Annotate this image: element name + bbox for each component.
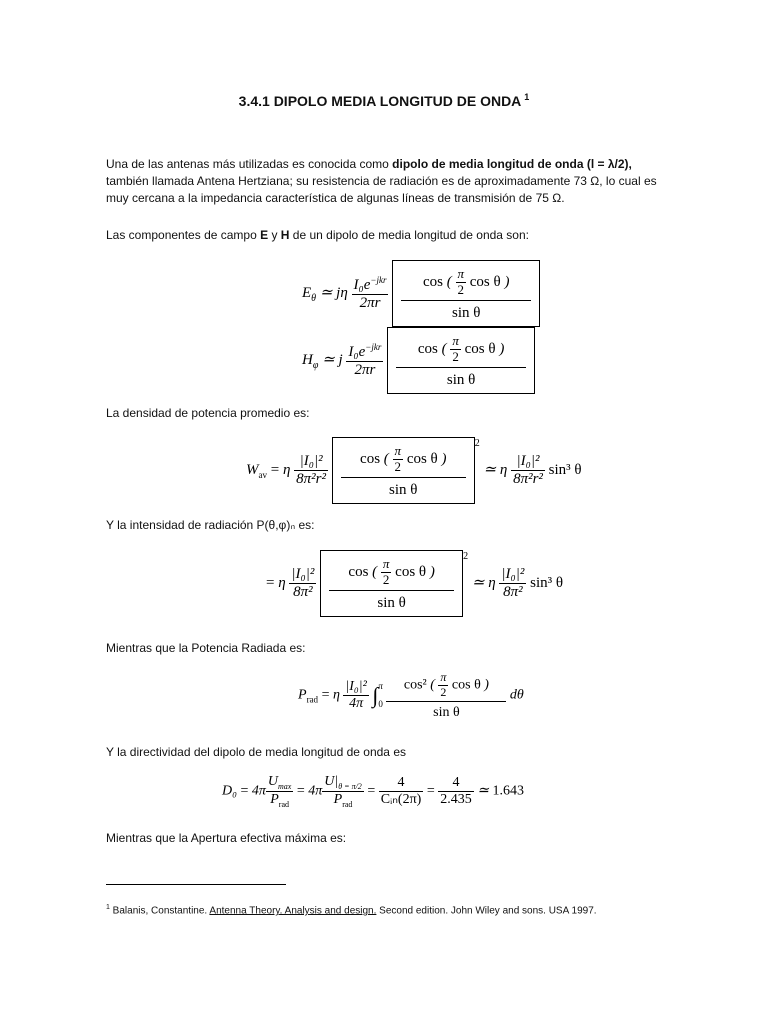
equation-directivity: D₀ = 4π $\frac{U_{max}}{P_{rad}}$ = 4π $\frac{U|_{\theta = \pi/2}}{P_{rad}}$ = $\frac{4}{\text{Cᵢₙ(2π)}}$ = $\frac{4}{2.435}$ ≃ 1.643 <box>222 774 524 809</box>
equation-h-field: $H_\varphi$ ≃ j $\frac{I_0e^{-jkr}}{2\pi r}$ cos ( $\frac{\pi}{2}$ cos θ ) sin θ <box>302 327 535 394</box>
equation-radiation-intensity: = η $\frac{\text{|I₀|²}}{\text{8π²}}$ cos ( $\frac{\pi}{2}$ cos θ ) sin θ $^2$ ≃ η $\frac{\text{|I₀|²}}{\text{8π²}}$ sin³ θ <box>266 550 563 617</box>
components-mid: y <box>268 228 281 242</box>
components-text-1: Las componentes de campo <box>106 228 261 242</box>
footnote-mark: 1 <box>106 904 110 911</box>
section-title-text: 3.4.1 DIPOLO MEDIA LONGITUD DE ONDA <box>238 93 522 109</box>
components-e: E <box>260 228 269 242</box>
section-title <box>0 92 768 109</box>
power-density-label: La densidad de potencia promedio es: <box>106 406 310 420</box>
footnote <box>106 904 597 916</box>
footnote-author: Balanis, Constantine. <box>109 905 210 917</box>
radiation-intensity-label: Y la intensidad de radiación P(θ,φ)ₙ es: <box>106 518 315 532</box>
footnote-book-title: Antenna Theory. Analysis and design. <box>209 905 377 917</box>
equation-radiated-power: $P_{rad} = \eta$ $\frac{\text{|I₀|²}}{4\pi}$ ∫ π 0 cos² ( $\frac{\pi}{2}$ cos θ ) sin θ dθ <box>298 670 524 720</box>
directivity-label: Y la directividad del dipolo de media longitud de onda es <box>106 745 406 759</box>
components-sentence <box>106 227 529 244</box>
footnote-ref: 1 <box>524 92 530 102</box>
aperture-label: Mientras que la Apertura efectiva máxima es: <box>106 831 347 845</box>
components-h: H <box>280 228 290 242</box>
intro-paragraph <box>106 156 666 207</box>
footnote-divider <box>106 884 286 885</box>
radiated-power-label: Mientras que la Potencia Radiada es: <box>106 641 306 655</box>
components-text-2: de un dipolo de media longitud de onda son: <box>289 228 529 242</box>
equation-power-density: $W_{av} = \eta$ $\frac{\text{|I₀|²}}{\text{8π²r²}}$ cos ( $\frac{\pi}{2}$ cos θ ) sin θ $^2$ ≃ η $\frac{\text{|I₀|²}}{\text{8π²r²}}$ sin³ θ <box>246 437 582 504</box>
intro-bold: dipolo de media longitud de onda (l = λ/2), <box>392 157 632 171</box>
equation-e-field: $E_\theta$ ≃ jη $\frac{I_0e^{-jkr}}{2\pi r}$ cos ( $\frac{\pi}{2}$ cos θ ) sin θ <box>302 260 540 327</box>
footnote-publication: Second edition. John Wiley and sons. USA 1997. <box>376 905 597 917</box>
intro-text-2: también llamada Antena Hertziana; su resistencia de radiación es de aproximadamente 73 Ω, lo cual es <box>106 174 657 188</box>
intro-text-3: muy cercana a la impedancia característica de algunas líneas de transmisión de 75 Ω. <box>106 191 565 205</box>
intro-text-1: Una de las antenas más utilizadas es conocida como <box>106 157 393 171</box>
